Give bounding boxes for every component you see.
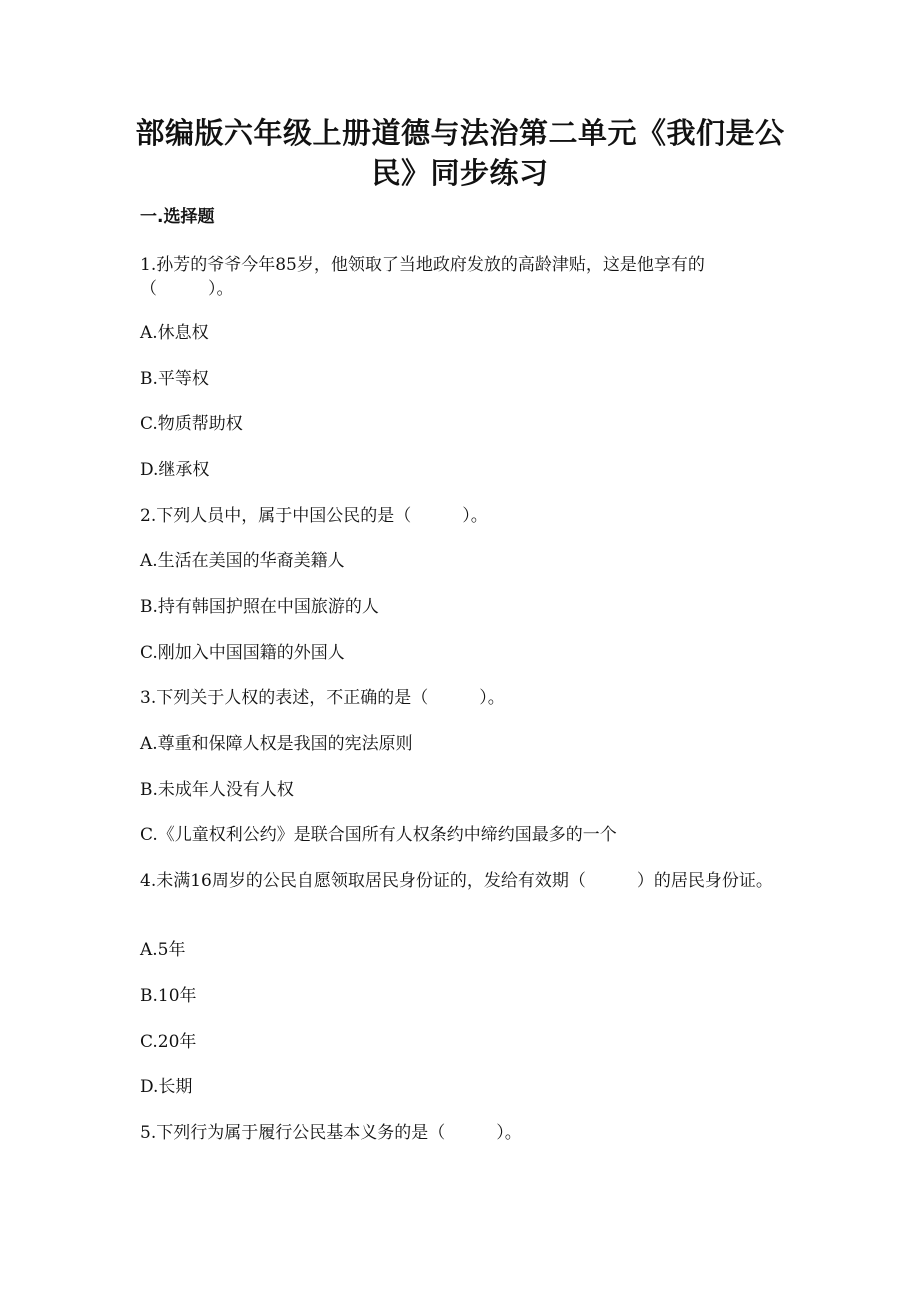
question-3-option-b: B.未成年人没有人权 <box>140 780 294 800</box>
question-3-stem: 3.下列关于人权的表述，不正确的是（ ）。 <box>140 688 505 708</box>
question-1-option-c: C.物质帮助权 <box>140 414 243 434</box>
question-2-option-c: C.刚加入中国国籍的外国人 <box>140 643 345 663</box>
question-4-option-c: C.20年 <box>140 1032 197 1052</box>
question-4-option-d: D.长期 <box>140 1077 193 1097</box>
question-5-stem: 5.下列行为属于履行公民基本义务的是（ ）。 <box>140 1123 522 1143</box>
question-1-option-b: B.平等权 <box>140 369 209 389</box>
question-4-option-a: A.5年 <box>140 940 186 960</box>
question-2-stem: 2.下列人员中，属于中国公民的是（ ）。 <box>140 506 488 526</box>
document-title <box>130 113 790 193</box>
title-line-1: 部编版六年级上册道德与法治第二单元《我们是公 <box>135 116 785 150</box>
question-2-option-b: B.持有韩国护照在中国旅游的人 <box>140 597 379 617</box>
section-title: 一.选择题 <box>140 207 215 227</box>
question-1-stem: 1.孙芳的爷爷今年85岁，他领取了当地政府发放的高龄津贴，这是他享有的（ ）。 <box>140 255 705 299</box>
question-1-option-a: A.休息权 <box>140 323 209 343</box>
question-1-option-d: D.继承权 <box>140 460 210 480</box>
question-4-option-b: B.10年 <box>140 986 197 1006</box>
title-line-2: 民》同步练习 <box>371 156 549 190</box>
question-3-option-a: A.尊重和保障人权是我国的宪法原则 <box>140 734 413 754</box>
question-4-stem: 4.未满16周岁的公民自愿领取居民身份证的，发给有效期（ ）的居民身份证。 <box>140 871 773 891</box>
question-3-option-c: C.《儿童权利公约》是联合国所有人权条约中缔约国最多的一个 <box>140 825 617 845</box>
question-2-option-a: A.生活在美国的华裔美籍人 <box>140 551 345 571</box>
